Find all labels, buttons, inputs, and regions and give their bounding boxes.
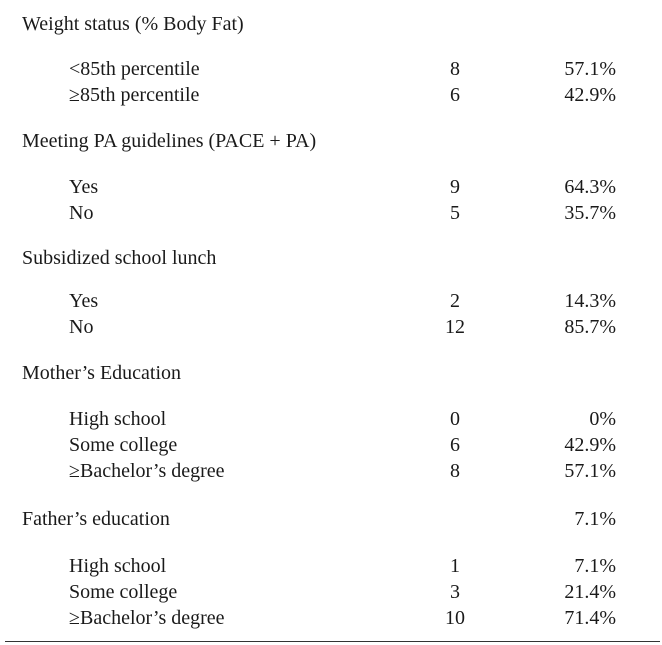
row-count: 8 [450, 460, 460, 482]
row-label: No [69, 316, 94, 338]
row-count: 12 [445, 316, 465, 338]
section-heading: Father’s education [22, 508, 170, 530]
table-row [0, 605, 662, 631]
row-percent: 42.9% [564, 84, 616, 106]
table-row [0, 458, 662, 484]
row-count: 10 [445, 607, 465, 629]
row-label: Some college [69, 581, 178, 603]
row-percent: 14.3% [564, 290, 616, 312]
section-heading: Weight status (% Body Fat) [22, 13, 244, 35]
table-row [0, 288, 662, 314]
section-heading: Mother’s Education [22, 362, 182, 384]
row-count: 6 [450, 84, 460, 106]
table-row [0, 314, 662, 340]
row-count: 6 [450, 434, 460, 456]
table-row [0, 406, 662, 432]
row-label: <85th percentile [69, 58, 200, 80]
table-row [0, 553, 662, 579]
row-percent: 21.4% [564, 581, 616, 603]
section-heading: Subsidized school lunch [22, 247, 217, 269]
table-row [0, 200, 662, 226]
row-percent: 7.1% [574, 555, 616, 577]
row-label: ≥85th percentile [69, 84, 200, 106]
table-row [0, 174, 662, 200]
row-percent: 42.9% [564, 434, 616, 456]
row-percent: 35.7% [564, 202, 616, 224]
row-label: No [69, 202, 94, 224]
row-label: Some college [69, 434, 178, 456]
row-count: 0 [450, 408, 460, 430]
table-bottom-rule [5, 641, 660, 642]
row-percent: 0% [589, 408, 616, 430]
row-label: High school [69, 408, 167, 430]
row-percent: 85.7% [564, 316, 616, 338]
row-label: High school [69, 555, 167, 577]
table-row [0, 82, 662, 108]
row-label: ≥Bachelor’s degree [69, 460, 225, 482]
row-count: 1 [450, 555, 460, 577]
row-count: 2 [450, 290, 460, 312]
row-label: ≥Bachelor’s degree [69, 607, 225, 629]
row-label: Yes [69, 290, 99, 312]
row-percent: 64.3% [564, 176, 616, 198]
table-row [0, 579, 662, 605]
row-count: 3 [450, 581, 460, 603]
table-row [0, 56, 662, 82]
section-heading: Meeting PA guidelines (PACE + PA) [22, 130, 317, 152]
row-count: 9 [450, 176, 460, 198]
section-heading-percent: 7.1% [574, 508, 616, 530]
row-count: 8 [450, 58, 460, 80]
row-percent: 71.4% [564, 607, 616, 629]
row-count: 5 [450, 202, 460, 224]
row-percent: 57.1% [564, 460, 616, 482]
table-row [0, 432, 662, 458]
row-percent: 57.1% [564, 58, 616, 80]
row-label: Yes [69, 176, 99, 198]
